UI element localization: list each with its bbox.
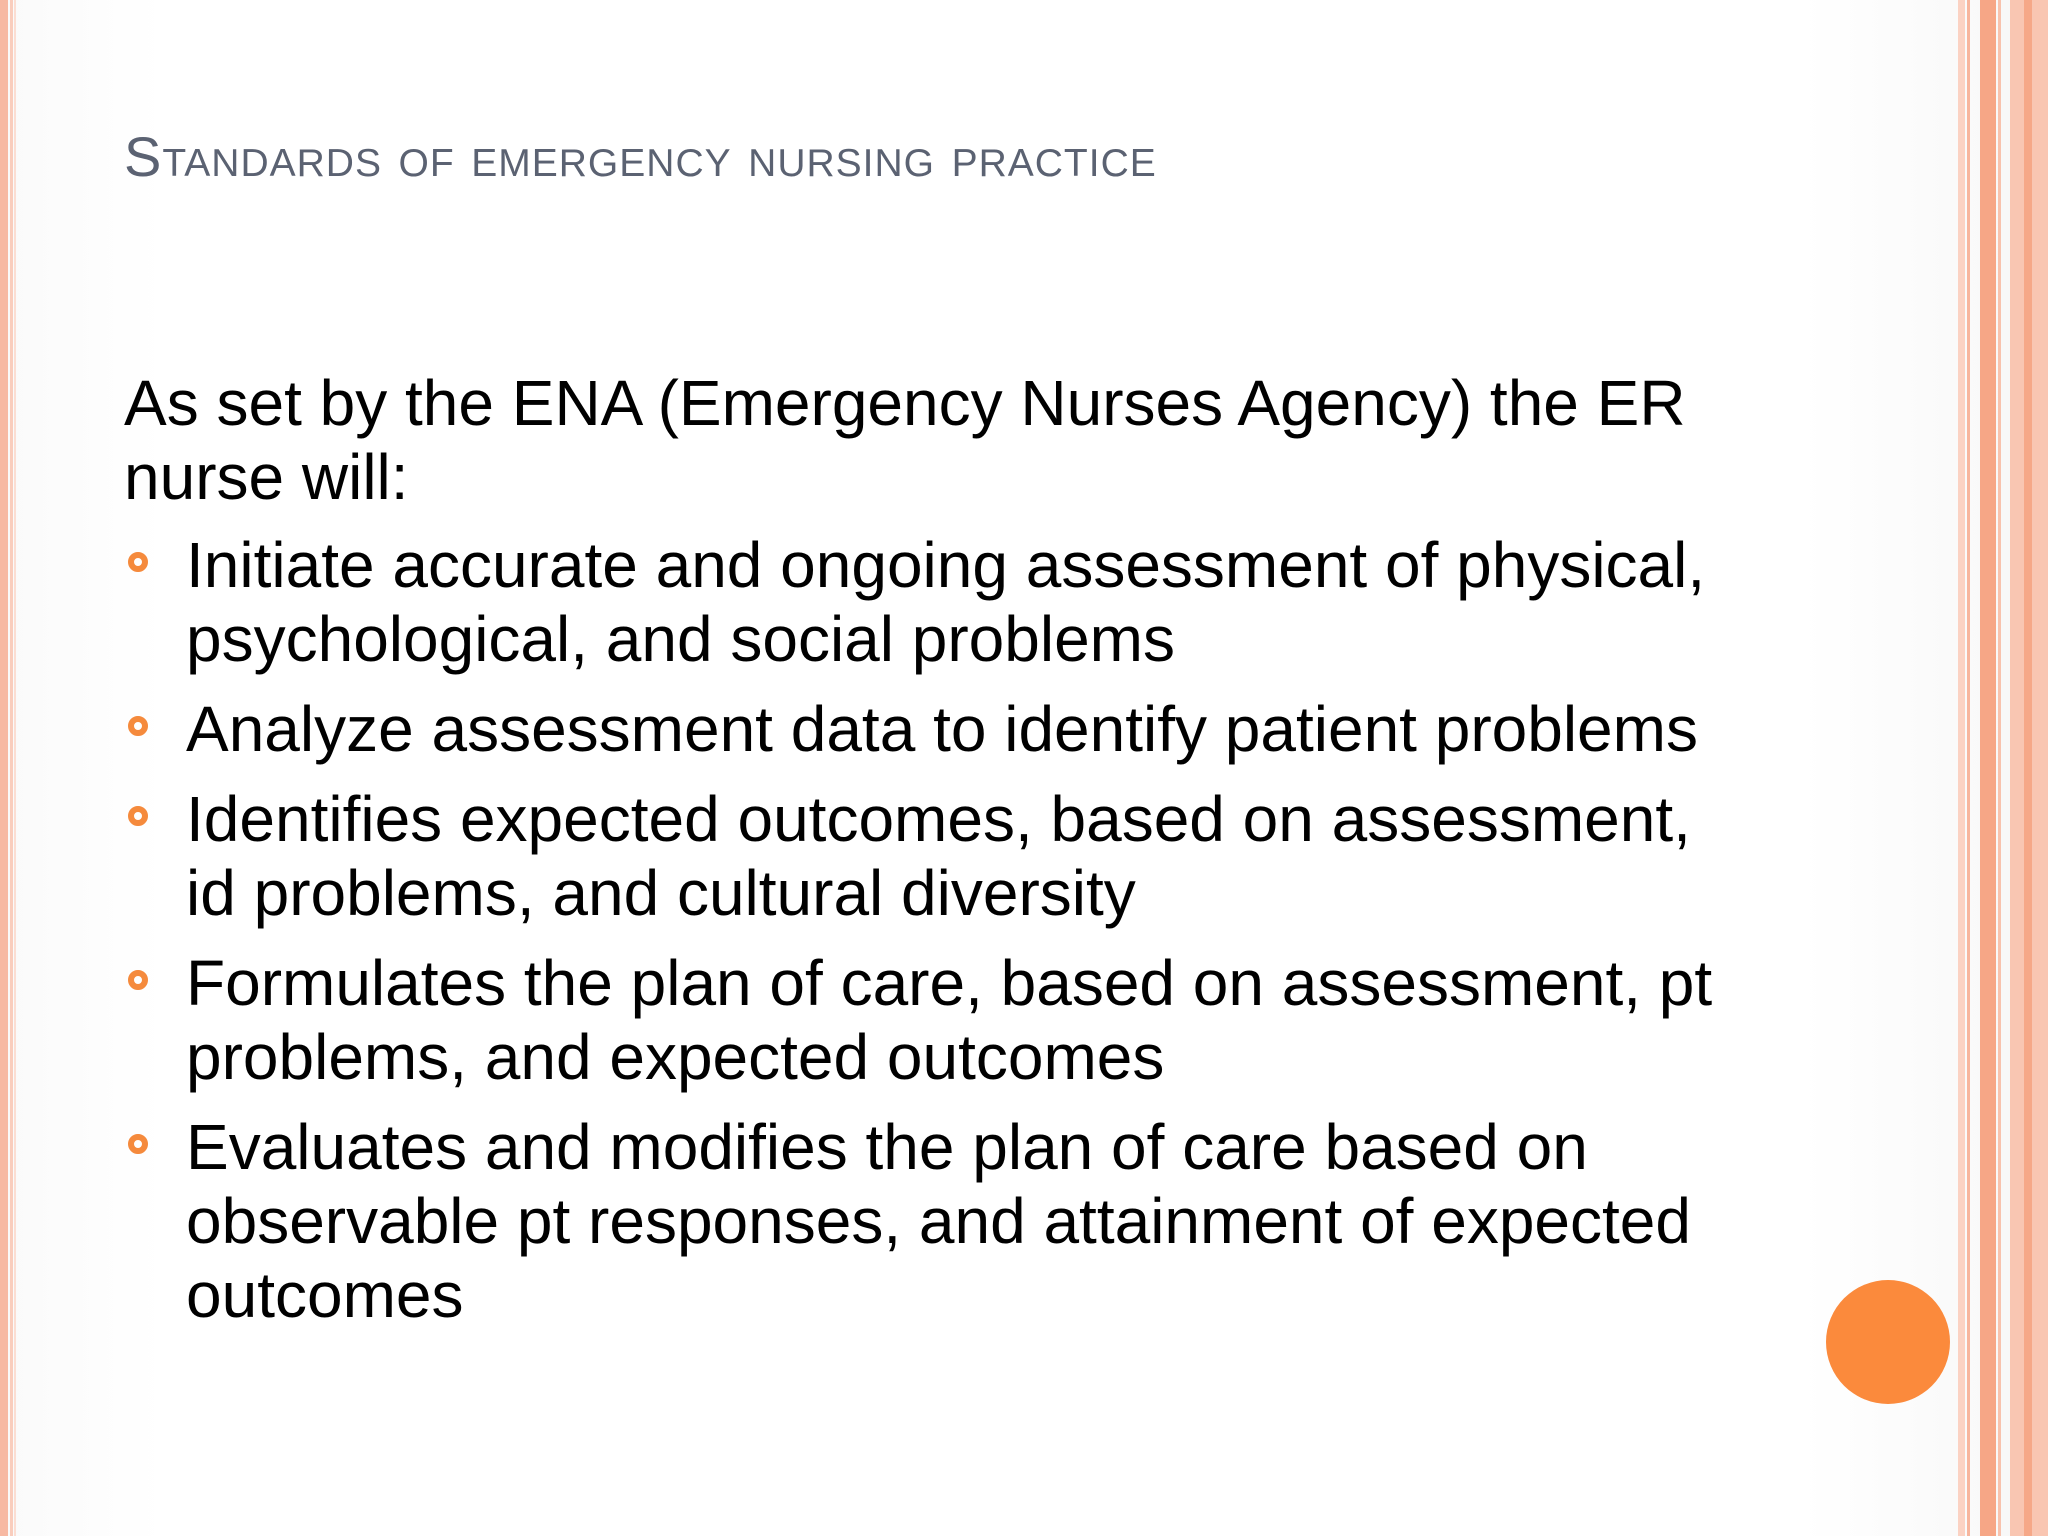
left-border-stripe [10,0,13,1536]
bullet-circle-icon [128,1134,148,1154]
bullet-text: Identifies expected outcomes, based on assessment, id problems, and cultural diversity [186,783,1691,929]
bullet-list [124,528,1724,1332]
bullet-item [124,946,1724,1094]
bullet-text: Evaluates and modifies the plan of care based on observable pt responses, and attainment of expected outcomes [186,1111,1691,1331]
bullet-circle-icon [128,552,148,572]
bullet-circle-icon [128,970,148,990]
bullet-item [124,692,1724,766]
bullet-circle-icon [128,716,148,736]
bullet-circle-icon [128,806,148,826]
right-border-stripe [2024,0,2032,1536]
bullet-text: Formulates the plan of care, based on assessment, pt problems, and expected outcomes [186,947,1713,1093]
intro-text: As set by the ENA (Emergency Nurses Agency) the ER nurse will: [124,367,1686,513]
bullet-text: Initiate accurate and ongoing assessment of physical, psychological, and social problems [186,529,1706,675]
slide-title: Standards of emergency nursing practice [124,125,1157,188]
bullet-item [124,1110,1724,1332]
decorative-orange-circle [1826,1280,1950,1404]
right-border-stripe [1958,0,1965,1536]
bullet-text: Analyze assessment data to identify patient problems [186,693,1698,765]
right-border-stripe [1980,0,1996,1536]
left-border-stripe [14,0,16,1536]
bullet-item [124,528,1724,676]
slide-body [124,366,1724,1348]
bullet-item [124,782,1724,930]
right-border-stripe [1967,0,1970,1536]
right-border-stripe [1998,0,2001,1536]
left-border-stripe [0,0,8,1536]
